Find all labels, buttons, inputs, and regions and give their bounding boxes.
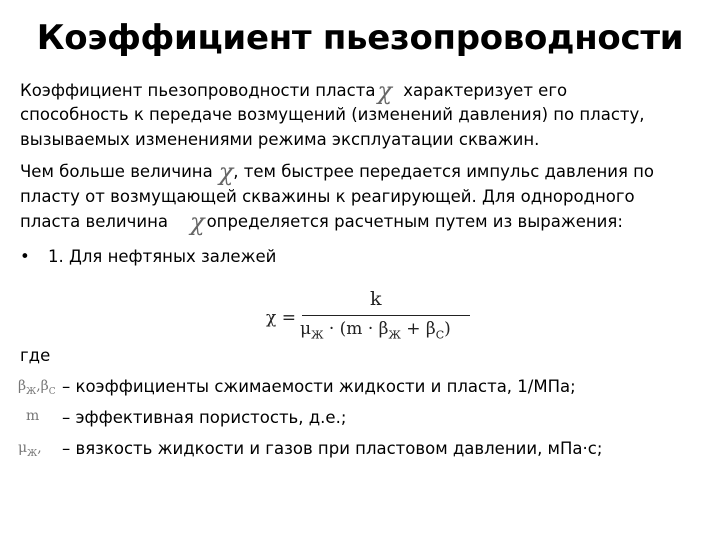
formula	[262, 288, 472, 358]
legend-line-2: – эффективная пористость, д.е.;	[62, 408, 347, 427]
fraction-bar	[302, 315, 470, 316]
beta-symbols: $\beta_Ж,\beta_С$	[18, 378, 56, 397]
text-fragment: , тем быстрее передается импульс давления по	[233, 162, 655, 181]
text-fragment: характеризует его	[398, 81, 568, 100]
paragraph-1-line-3: вызываемых изменениями режима эксплуатации скважин.	[20, 130, 540, 149]
formula-numerator: k	[370, 288, 382, 310]
mu-symbol: $\mu_Ж$,	[18, 440, 42, 459]
slide-title: Коэффициент пьезопроводности	[36, 18, 684, 58]
bullet-item	[20, 246, 276, 268]
paragraph-2-line-1	[20, 158, 655, 186]
paragraph-1-line-2: способность к передаче возмущений (изменений давления) по пласту,	[20, 105, 645, 124]
paragraph-1-line-1	[20, 77, 568, 105]
chi-symbol: χ	[377, 77, 392, 105]
m-symbol: m	[26, 408, 40, 424]
formula-lhs: χ =	[266, 308, 296, 328]
paragraph-2-line-2: пласту от возмущающей скважины к реагирующей. Для однородного	[20, 187, 635, 206]
bullet-marker: •	[20, 247, 30, 266]
legend-line-1: – коэффициенты сжимаемости жидкости и пласта, 1/МПа;	[62, 377, 576, 396]
chi-symbol: χ	[218, 158, 234, 186]
formula-denominator: $\mu_Ж \cdot (m \cdot \beta_Ж + \beta_С)$	[300, 319, 451, 342]
bullet-text: 1. Для нефтяных залежей	[48, 247, 277, 266]
where-label: где	[20, 346, 51, 365]
chi-symbol: χ	[190, 208, 205, 236]
text-fragment: пласта величина	[20, 212, 169, 231]
text-fragment: Чем больше величина	[20, 162, 213, 181]
text-fragment: Коэффициент пьезопроводности пласта	[20, 81, 376, 100]
paragraph-2-line-3	[20, 208, 623, 236]
legend-line-3: – вязкость жидкости и газов при пластовом давлении, мПа·с;	[62, 439, 603, 458]
text-fragment: определяется расчетным путем из выражения:	[206, 212, 623, 231]
